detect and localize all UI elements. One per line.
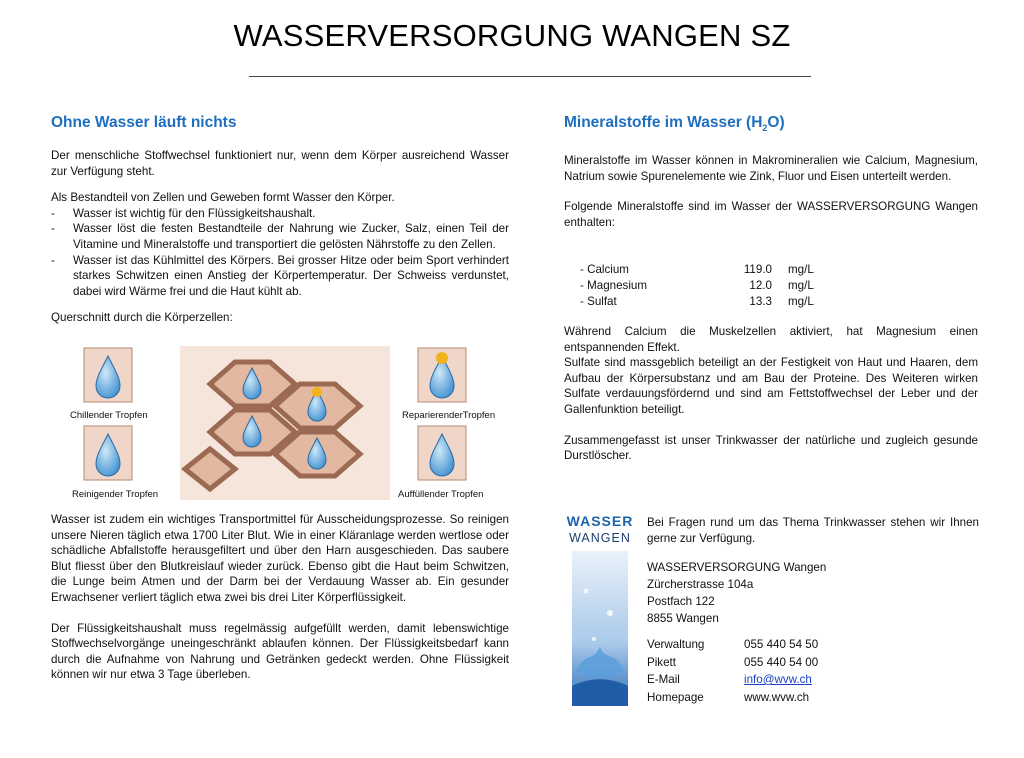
page-title: WASSERVERSORGUNG WANGEN SZ [233,18,791,53]
contact-row-homepage [647,689,977,707]
wasser-wangen-logo [564,513,636,706]
left-paragraph-3: Wasser ist zudem ein wichtiges Transportmittel für Ausscheidungsprozesse. So reinigen unsere Nieren täglich etwa 1700 Liter Blut. Wie in einer Kläranlage werden wertlose oder schädliche Abfallstoffe herausgefiltert und über den Harn ausgeschieden. Das saubere Blut fliesst über den Blutkreislauf wieder zurück. Ebenso gibt die Haut beim Schwitzen, die Lunge beim Atmen und der Darm bei der Verdauung Wasser ab. Ein gesunder Erwachsener verliert täglich etwa zwei bis drei Liter Körperflüssigkeit. [51,513,509,604]
list-item: - Wasser ist wichtig für den Flüssigkeitshaushalt. [51,206,509,222]
mineral-table [580,262,880,310]
right-heading-post: O) [767,114,785,131]
mineral-unit: mg/L [788,295,814,308]
address-line: Postfach 122 [647,595,715,608]
left-column-top [51,113,509,326]
contact-label: E-Mail [647,673,680,686]
contact-label: Pikett [647,655,676,669]
address-line: WASSERVERSORGUNG Wangen [647,561,827,574]
cell-illustration [60,344,510,504]
contact-row-verwaltung [647,636,977,654]
logo-line-1: WASSER [566,513,634,529]
right-heading-sub: 2 [762,123,768,134]
table-row [580,294,880,310]
honeycomb-cells [180,346,390,500]
contact-address [647,559,826,627]
left-column-bottom [51,512,509,683]
mineral-value: 119.0 [743,263,772,276]
right-heading [564,113,978,138]
mineral-name: - Sulfat [580,295,617,308]
mineral-name: - Calcium [580,263,629,276]
contact-label: Homepage [647,690,704,704]
fill-drop-box [418,426,466,480]
right-column-lower [564,324,978,464]
right-column [564,113,978,230]
right-paragraph-3a: Während Calcium die Muskelzellen aktiviert, hat Magnesium einen entspannenden Effekt. [564,325,978,354]
cell-illustration-graphic [60,344,510,504]
mineral-value: 13.3 [749,295,772,308]
homepage-url: www.wvw.ch [744,690,810,704]
caption-repair: ReparierenderTropfen [402,410,496,421]
left-paragraph-2: Als Bestandteil von Zellen und Geweben formt Wasser den Körper. [51,191,395,205]
mineral-name: - Magnesium [580,279,648,292]
address-line: Zürcherstrasse 104a [647,578,754,591]
contact-intro-block [647,515,979,546]
list-item: - Wasser löst die festen Bestandteile der Nahrung wie Zucker, Salz, einen Teil der Vitamine und Mineralstoffe und transportiert die gelösten Nährstoffe zu den Zellen. [51,221,509,252]
list-item: - Wasser ist das Kühlmittel des Körpers. Bei grosser Hitze oder beim Sport verhindert starkes Schwitzen einen Anstieg der Körpertemperatur. Der Schweiss verdunstet, dabei wird Wärme frei und die Haut kühlt ab. [51,253,509,300]
right-heading-pre: Mineralstoffe im Wasser (H [564,114,763,131]
right-paragraph-3b: Sulfate sind massgeblich beteiligt an der Festigkeit von Haut und Haaren, dem Aufbau der Körpersubstanz und am Bau der Proteine. Des Weiteren wirken Sulfate verdauungsfördernd und sind am Fettstoffwechsel der Leber und der Gallenfunktion beteiligt. [564,356,978,416]
water-splash-image [572,551,628,706]
contact-value: 055 440 54 50 [744,638,819,651]
email-link[interactable]: info@wvw.ch [744,673,812,686]
table-row [580,262,880,278]
contact-row-email [647,671,977,689]
left-bullet-list [51,206,509,300]
clean-drop-box [84,426,132,480]
contact-row-pikett [647,654,977,672]
right-paragraph-4: Zusammengefasst ist unser Trinkwasser der natürliche und zugleich gesunde Durstlöscher. [564,433,978,463]
contact-label: Verwaltung [647,638,705,651]
title-divider [249,76,811,77]
left-heading: Ohne Wasser läuft nichts [51,114,237,131]
figure-title: Querschnitt durch die Körperzellen: [51,311,233,325]
mineral-unit: mg/L [788,279,814,292]
mineral-value: 12.0 [749,279,772,292]
address-line: 8855 Wangen [647,612,719,625]
table-row [580,278,880,294]
caption-clean: Reinigender Tropfen [72,489,159,500]
logo-line-2: WANGEN [569,531,631,545]
caption-fill: Auffüllender Tropfen [398,489,484,500]
contact-details [647,636,977,706]
repair-drop-box [418,348,466,402]
contact-intro: Bei Fragen rund um das Thema Trinkwasser stehen wir Ihnen gerne zur Verfügung. [647,516,979,545]
right-paragraph-2: Folgende Mineralstoffe sind im Wasser der WASSERVERSORGUNG Wangen enthalten: [564,200,978,229]
left-paragraph-1: Der menschliche Stoffwechsel funktioniert nur, wenn dem Körper ausreichend Wasser zur Verfügung steht. [51,149,509,178]
chill-drop-box [84,348,132,402]
left-paragraph-4: Der Flüssigkeitshaushalt muss regelmässig aufgefüllt werden, damit lebenswichtige Stoffwechselvorgänge uneingeschränkt ablaufen können. Der Flüssigkeitsbedarf kann durch die Aufnahme von Nahrung und Getränken gedeckt werden. Ohne Flüssigkeit können wir nur etwa 3 Tage überleben. [51,621,509,682]
caption-chill: Chillender Tropfen [70,410,148,421]
mineral-unit: mg/L [788,263,814,276]
right-paragraph-1: Mineralstoffe im Wasser können in Makromineralien wie Calcium, Magnesium, Natrium sowie Spurenelemente wie Zink, Fluor und Eisen unterteilt werden. [564,154,978,183]
contact-value: 055 440 54 00 [744,655,819,669]
